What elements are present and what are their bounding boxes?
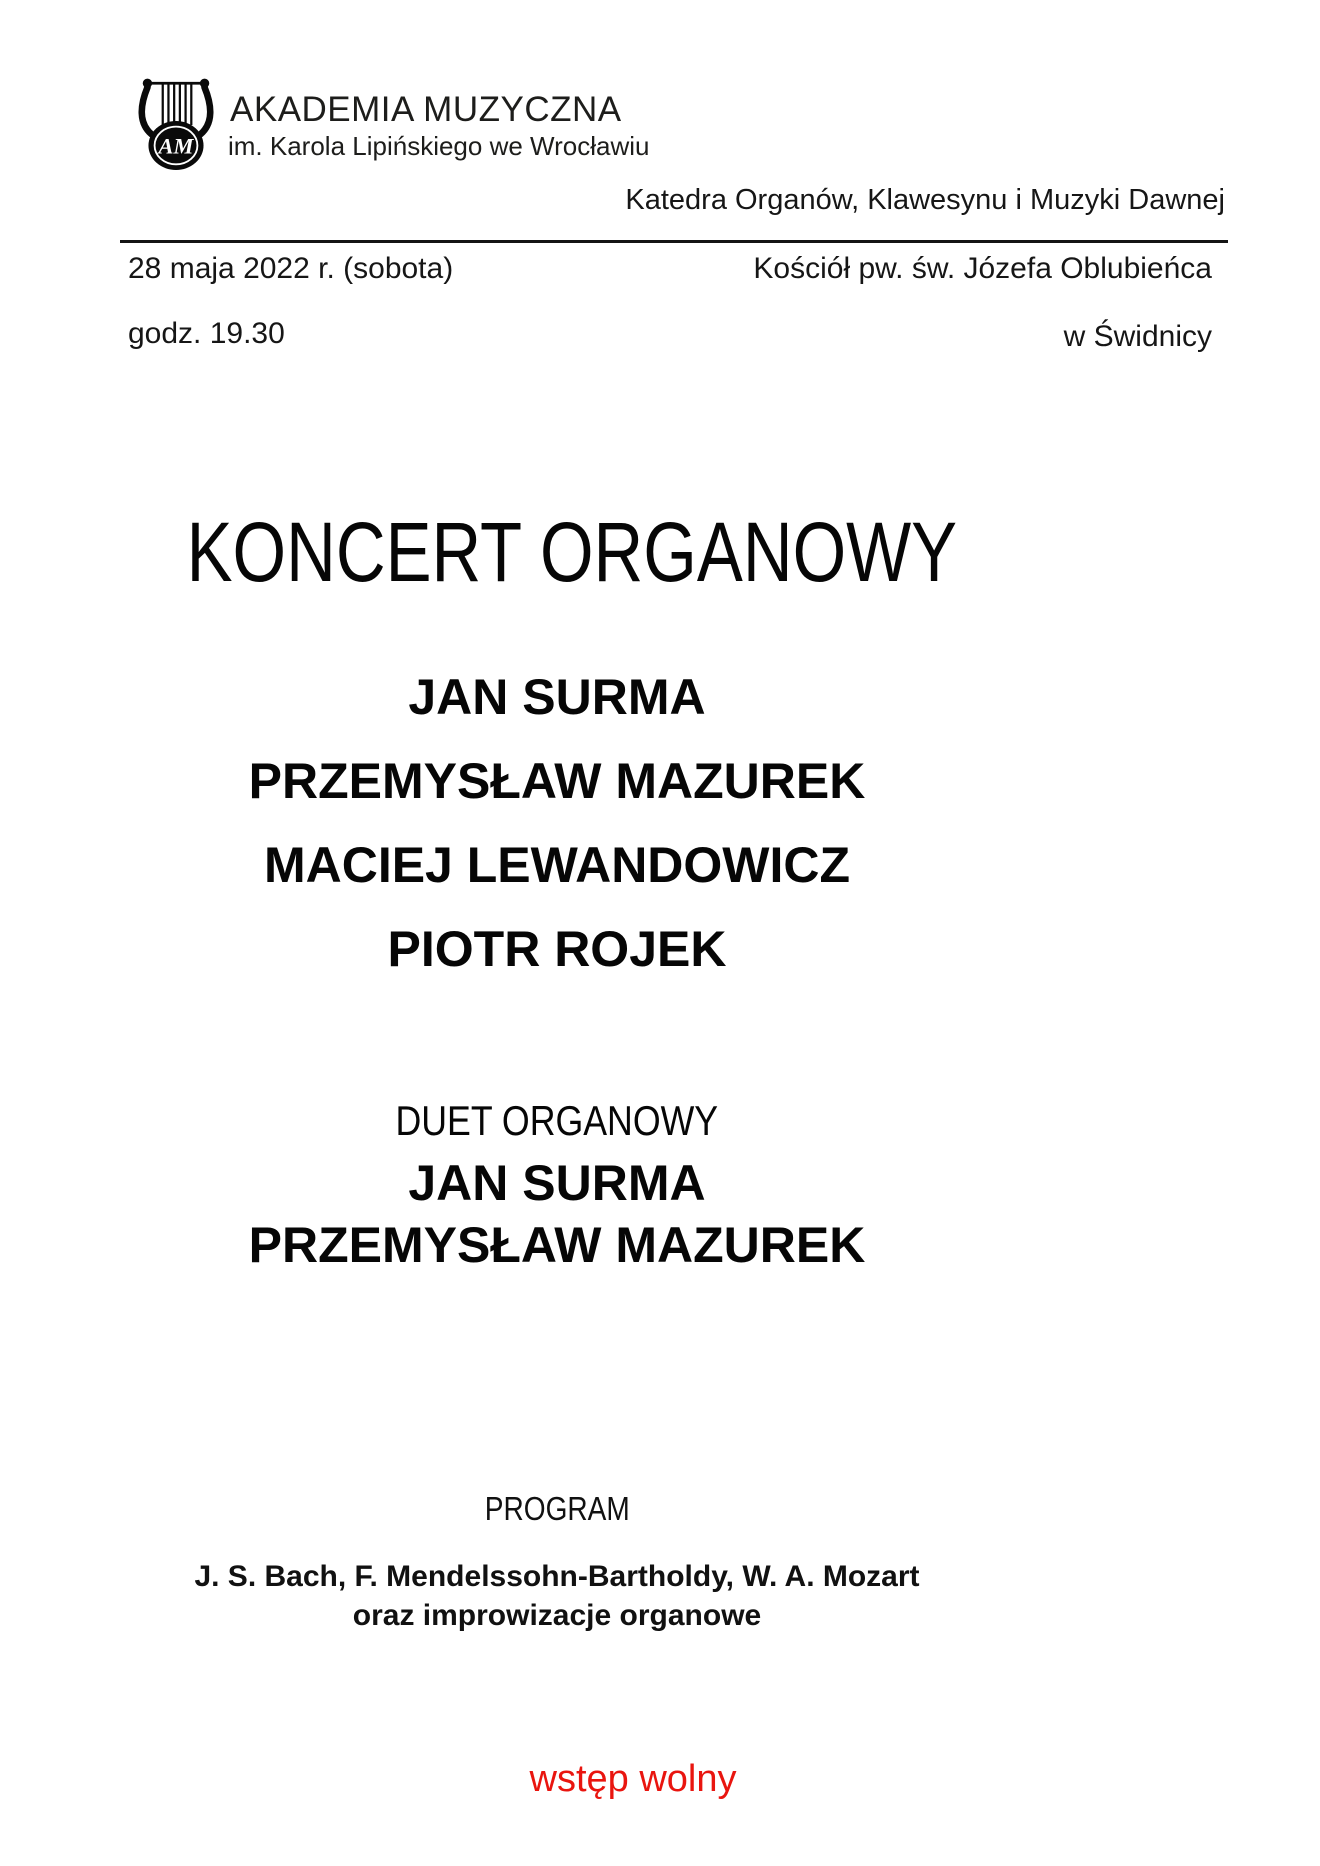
program-extra: oraz improwizacje organowe — [352, 1599, 762, 1632]
lyre-logo-icon — [138, 70, 214, 172]
program-composers: J. S. Bach, F. Mendelssohn-Bartholdy, W. A. Mozart — [194, 1560, 920, 1593]
concert-title — [0, 505, 1144, 599]
duet-member: JAN SURMA — [408, 1155, 706, 1211]
duet-section — [0, 1090, 1114, 1276]
org-subtitle: im. Karola Lipińskiego we Wrocławiu — [228, 131, 650, 161]
concert-time: godz. 19.30 — [128, 317, 285, 350]
logo-monogram: AM — [158, 133, 194, 159]
divider-line — [120, 240, 1228, 243]
org-name: AKADEMIA MUZYCZNA — [230, 90, 622, 129]
performer-name: JAN SURMA — [408, 669, 706, 725]
department-line: Katedra Organów, Klawesynu i Muzyki Dawnej — [625, 184, 1225, 216]
program-heading-text: PROGRAM — [484, 1490, 630, 1527]
performer-name: PRZEMYSŁAW MAZUREK — [248, 753, 866, 809]
duet-label — [0, 1090, 1114, 1152]
program-heading — [0, 1490, 1114, 1528]
duet-member: PRZEMYSŁAW MAZUREK — [248, 1217, 866, 1273]
concert-title-text: KONCERT ORGANOWY — [186, 505, 958, 599]
duet-label-text: DUET ORGANOWY — [395, 1097, 719, 1144]
performers-list — [0, 655, 1114, 991]
performer-name: MACIEJ LEWANDOWICZ — [263, 837, 851, 893]
admission-note: wstęp wolny — [529, 1758, 737, 1800]
performer-name: PIOTR ROJEK — [387, 921, 727, 977]
venue-line1: Kościół pw. św. Józefa Oblubieńca — [753, 252, 1212, 285]
program-lines — [0, 1557, 1114, 1635]
venue-line2: w Świdnicy — [1063, 320, 1212, 353]
concert-date: 28 maja 2022 r. (sobota) — [128, 252, 454, 285]
